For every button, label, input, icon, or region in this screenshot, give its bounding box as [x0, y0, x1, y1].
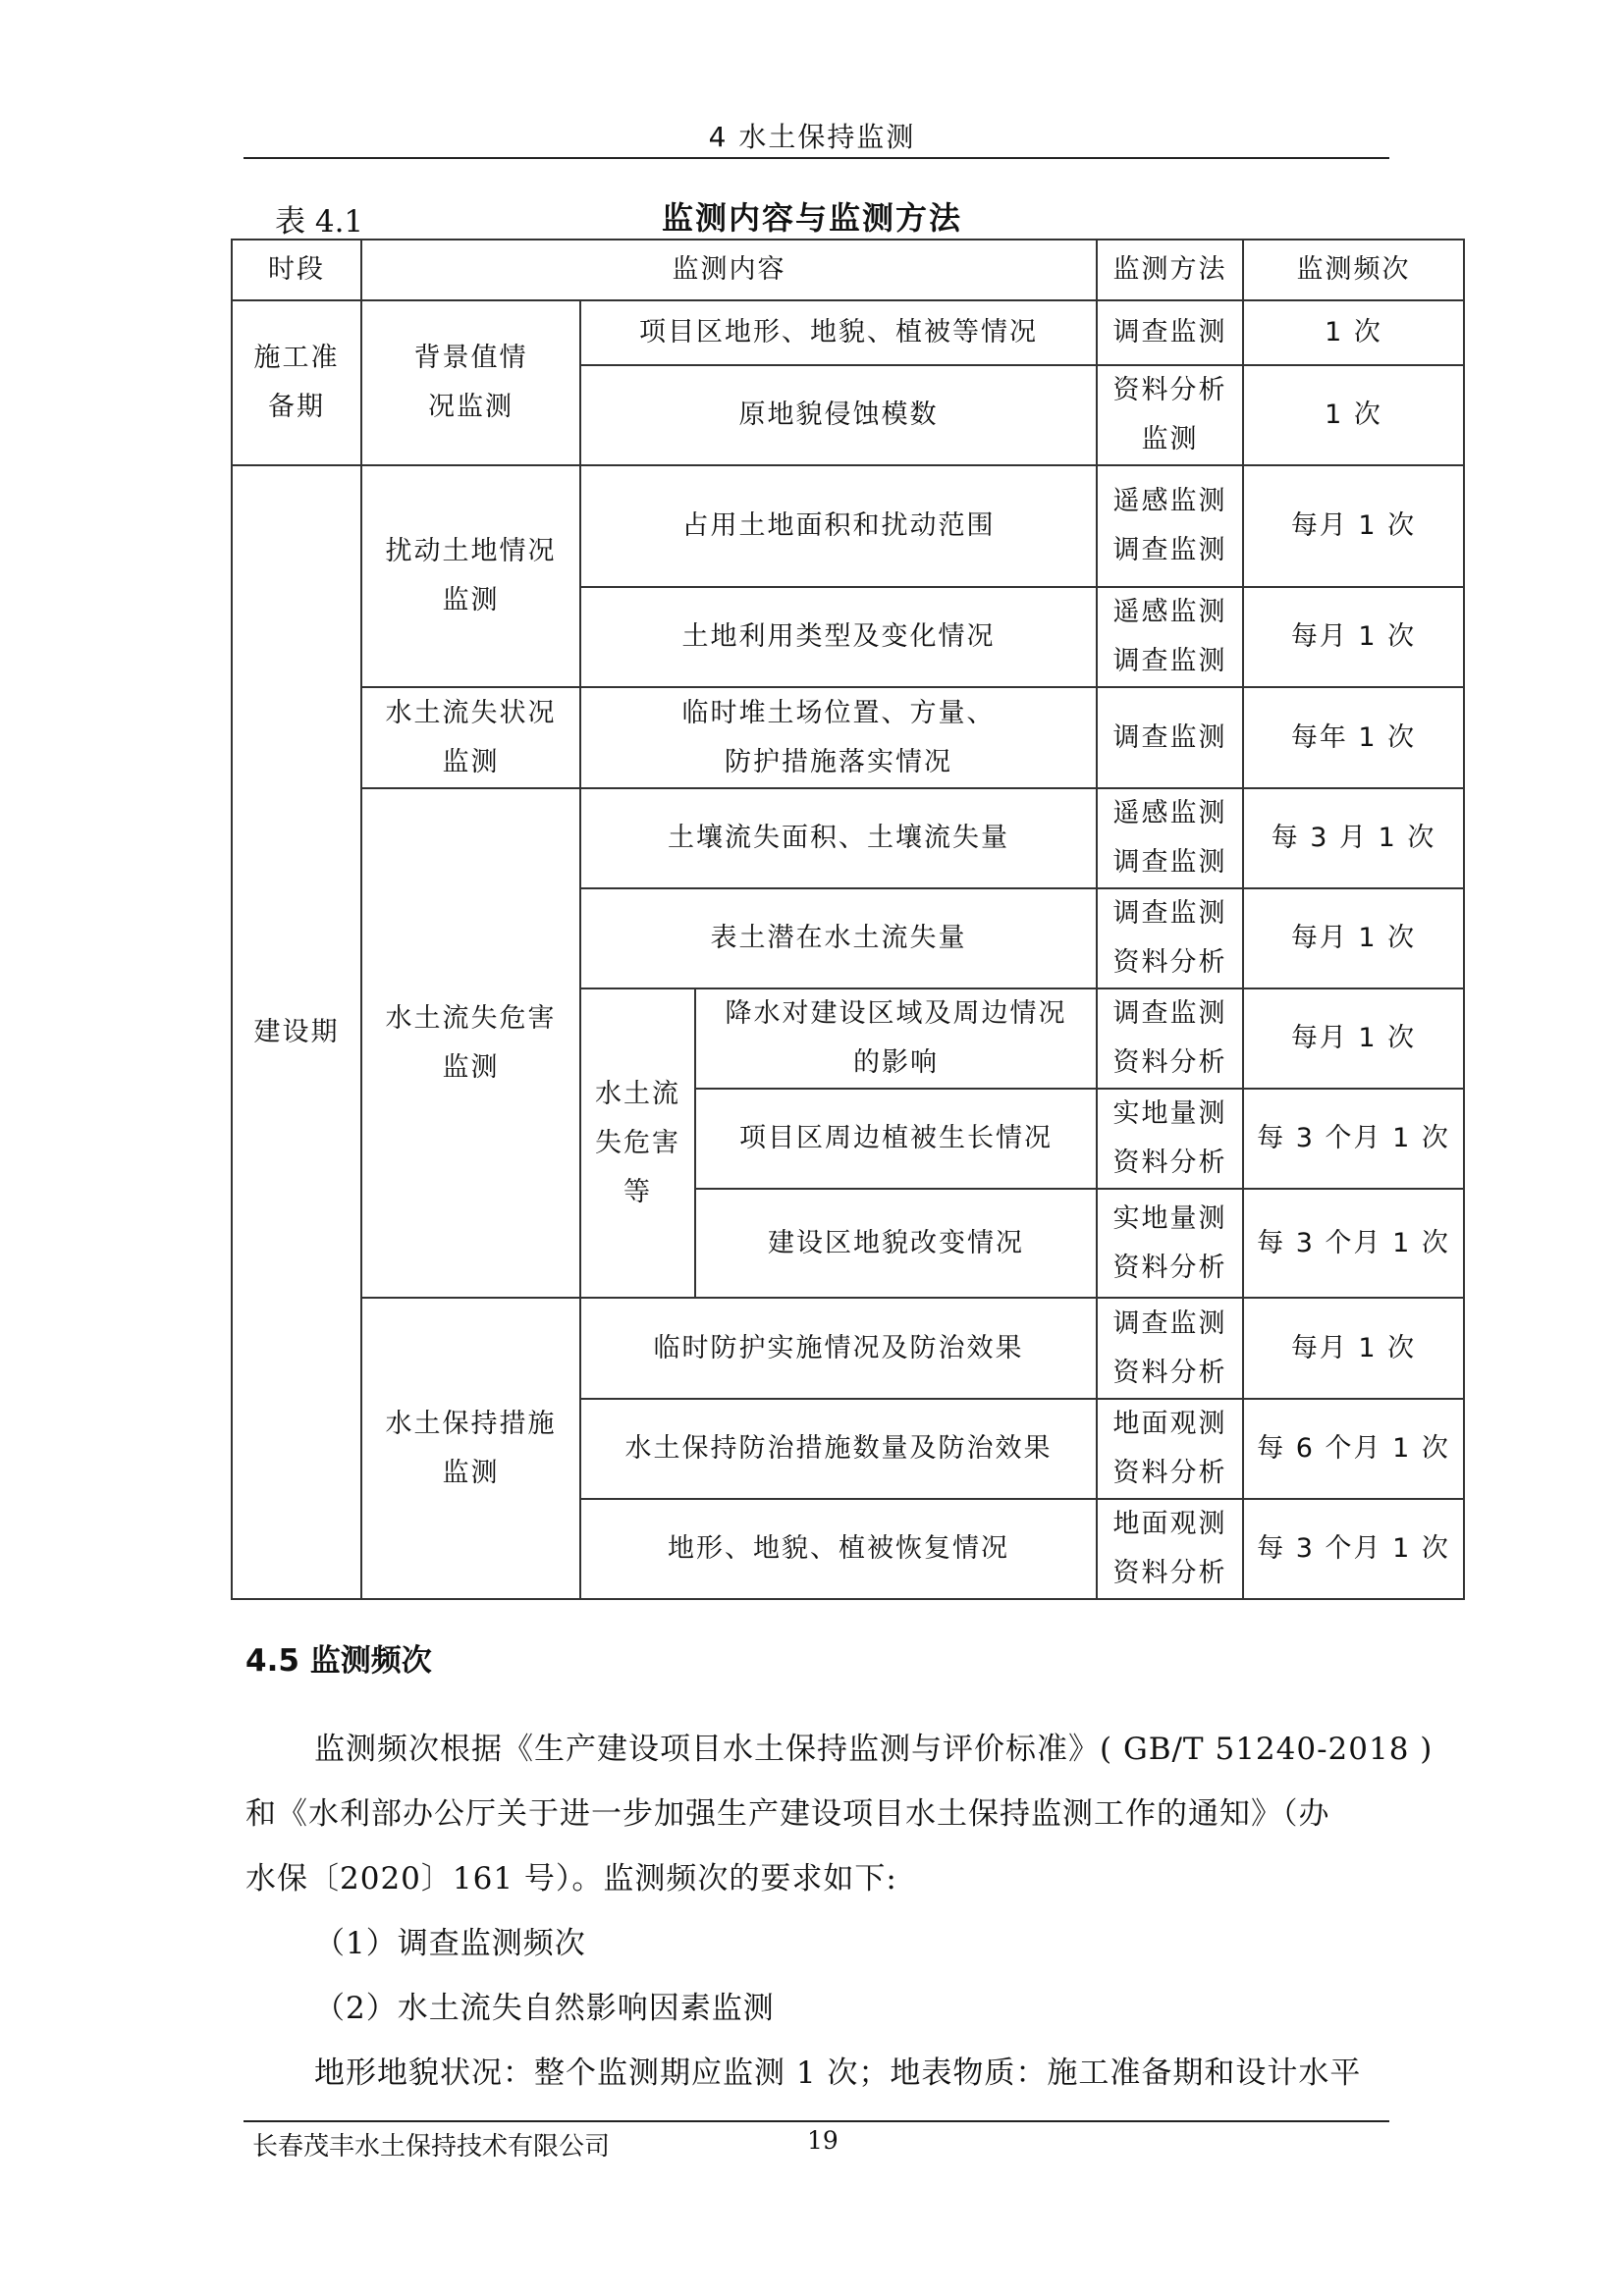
- monitor-method: [1097, 788, 1243, 888]
- monitor-method-line: 资料分析: [1112, 1252, 1227, 1283]
- monitor-frequency: 每年 1 次: [1243, 687, 1464, 788]
- table-header-row: [232, 240, 1464, 300]
- monitor-method-line: 监测: [1141, 424, 1199, 454]
- monitor-item: [695, 1089, 1097, 1189]
- table-row: [232, 1298, 1464, 1399]
- monitor-method: [1097, 888, 1243, 988]
- monitor-item-line: 临时防护实施情况及防治效果: [653, 1332, 1024, 1363]
- monitor-frequency: 每月 1 次: [1243, 1298, 1464, 1399]
- header-method: 监测方法: [1097, 240, 1243, 300]
- table-row: [232, 465, 1464, 587]
- monitor-method-line: 调查监测: [1112, 1308, 1227, 1339]
- monitor-frequency: 每 3 月 1 次: [1243, 788, 1464, 888]
- table-title: 监测内容与监测方法: [661, 199, 962, 237]
- list-item: （2）水土流失自然影响因素监测: [314, 1991, 775, 2026]
- category-disturbance: [361, 465, 580, 687]
- section-heading: 4.5 监测频次: [245, 1643, 432, 1679]
- paragraph-line: 水保〔2020〕161 号）。监测频次的要求如下:: [245, 1861, 897, 1896]
- monitor-frequency: 1 次: [1243, 365, 1464, 465]
- monitor-item: [580, 587, 1097, 687]
- category-disturbance-line: 监测: [442, 585, 500, 615]
- period-prep-line: 备期: [268, 392, 325, 422]
- period-construction: 建设期: [232, 465, 361, 1599]
- monitor-item-line: 项目区周边植被生长情况: [739, 1123, 1053, 1153]
- monitor-method-line: 调查监测: [1112, 847, 1227, 878]
- monitor-method-line: 遥感监测: [1112, 597, 1227, 627]
- category-conservation-measures-line: 监测: [442, 1457, 500, 1488]
- monitor-frequency: 每 3 个月 1 次: [1243, 1189, 1464, 1298]
- subcategory-erosion-hazard-line: 等: [623, 1176, 652, 1207]
- paragraph-line: 和《水利部办公厅关于进一步加强生产建设项目水土保持监测工作的通知》（办: [245, 1796, 1330, 1832]
- subcategory-erosion-hazard-line: 水土流: [595, 1078, 680, 1109]
- monitor-frequency: 每 6 个月 1 次: [1243, 1399, 1464, 1499]
- monitor-item-line: 原地貌侵蚀模数: [738, 400, 939, 430]
- category-conservation-measures: [361, 1298, 580, 1599]
- monitor-method: [1097, 465, 1243, 587]
- category-erosion-status-line: 水土流失状况: [385, 697, 557, 728]
- running-header: 4 水土保持监测: [708, 121, 916, 153]
- monitor-method-line: 资料分析: [1112, 1558, 1227, 1588]
- monitor-method: [1097, 988, 1243, 1089]
- monitor-method: [1097, 587, 1243, 687]
- subcategory-erosion-hazard-line: 失危害: [595, 1127, 680, 1158]
- monitor-method-line: 调查监测: [1112, 317, 1227, 347]
- monitor-item-line: 水土保持防治措施数量及防治效果: [624, 1433, 1053, 1464]
- monitor-method-line: 实地量测: [1112, 1202, 1227, 1234]
- monitor-item: [695, 1189, 1097, 1298]
- monitor-method-line: 资料分析: [1112, 375, 1227, 405]
- monitor-method-line: 资料分析: [1112, 1148, 1227, 1178]
- category-background-line: 况监测: [428, 392, 514, 422]
- subcategory-erosion-hazard: [580, 988, 695, 1298]
- monitor-item: [580, 888, 1097, 988]
- monitor-frequency: 每月 1 次: [1243, 888, 1464, 988]
- category-erosion-hazard-line: 水土流失危害: [385, 1002, 557, 1034]
- monitor-item-line: 土地利用类型及变化情况: [681, 621, 996, 652]
- period-prep-line: 施工准: [253, 343, 340, 373]
- monitor-method: [1097, 687, 1243, 788]
- category-conservation-measures-line: 水土保持措施: [385, 1408, 557, 1439]
- monitor-method: [1097, 1298, 1243, 1399]
- monitor-item-line: 表土潜在水土流失量: [710, 923, 967, 953]
- monitor-item: [695, 988, 1097, 1089]
- monitor-frequency: 每月 1 次: [1243, 587, 1464, 687]
- monitor-method-line: 资料分析: [1112, 947, 1227, 978]
- table-row: [232, 687, 1464, 788]
- monitor-item: [580, 1298, 1097, 1399]
- monitor-frequency: 每月 1 次: [1243, 465, 1464, 587]
- monitor-item-line: 占用土地面积和扰动范围: [681, 510, 996, 541]
- monitor-method-line: 调查监测: [1112, 898, 1227, 929]
- monitor-item-line: 的影响: [853, 1047, 939, 1078]
- header-divider: [244, 157, 1389, 159]
- monitor-frequency: 每 3 个月 1 次: [1243, 1499, 1464, 1599]
- category-background: [361, 300, 580, 465]
- category-erosion-hazard-line: 监测: [442, 1051, 500, 1083]
- category-erosion-hazard: [361, 788, 580, 1298]
- monitor-item: [580, 1399, 1097, 1499]
- monitor-item-line: 防护措施落实情况: [725, 746, 952, 777]
- monitor-item-line: 建设区地貌改变情况: [768, 1227, 1024, 1258]
- monitor-method-line: 遥感监测: [1112, 486, 1227, 516]
- monitor-method-line: 资料分析: [1112, 1458, 1227, 1488]
- monitor-method: [1097, 1189, 1243, 1298]
- monitor-item-line: 降水对建设区域及周边情况: [725, 998, 1067, 1029]
- paragraph-line: 地形地貌状况：整个监测期应监测 1 次；地表物质：施工准备期和设计水平: [314, 2056, 1362, 2091]
- monitor-frequency: 1 次: [1243, 300, 1464, 365]
- monitor-method-line: 调查监测: [1112, 998, 1227, 1029]
- monitor-item-line: 土壤流失面积、土壤流失量: [668, 823, 1009, 853]
- category-disturbance-line: 扰动土地情况: [385, 536, 557, 566]
- monitor-method: [1097, 300, 1243, 365]
- category-erosion-status-line: 监测: [442, 746, 500, 777]
- header-content: 监测内容: [361, 240, 1097, 300]
- table-row: [232, 788, 1464, 888]
- monitor-item: [580, 465, 1097, 587]
- page-number: 19: [807, 2126, 839, 2155]
- footer-company: 长春茂丰水土保持技术有限公司: [252, 2132, 611, 2162]
- monitor-frequency: 每 3 个月 1 次: [1243, 1089, 1464, 1189]
- monitor-method-line: 资料分析: [1112, 1047, 1227, 1078]
- category-erosion-status: [361, 687, 580, 788]
- monitor-item: [580, 365, 1097, 465]
- footer-divider: [244, 2120, 1389, 2122]
- monitor-item-line: 临时堆土场位置、方量、: [681, 697, 996, 728]
- period-prep: [232, 300, 361, 465]
- monitor-item-line: 项目区地形、地貌、植被等情况: [639, 317, 1038, 347]
- monitor-method-line: 资料分析: [1112, 1357, 1227, 1388]
- monitor-method: [1097, 365, 1243, 465]
- monitor-item: [580, 788, 1097, 888]
- monitor-method-line: 地面观测: [1112, 1509, 1227, 1539]
- monitor-item-line: 地形、地貌、植被恢复情况: [668, 1533, 1009, 1564]
- category-background-line: 背景值情: [413, 343, 528, 373]
- table-number: 表 4.1: [275, 204, 364, 240]
- monitor-method: [1097, 1399, 1243, 1499]
- monitor-item: [580, 1499, 1097, 1599]
- monitor-method: [1097, 1089, 1243, 1189]
- paragraph-line: 监测频次根据《生产建设项目水土保持监测与评价标准》( GB/T 51240-2018 ): [314, 1732, 1434, 1767]
- monitor-method-line: 实地量测: [1112, 1098, 1227, 1129]
- monitor-method-line: 调查监测: [1112, 535, 1227, 565]
- list-item: （1）调查监测频次: [314, 1926, 586, 1961]
- header-frequency: 监测频次: [1243, 240, 1464, 300]
- header-period: 时段: [232, 240, 361, 300]
- monitor-frequency: 每月 1 次: [1243, 988, 1464, 1089]
- monitoring-table: [231, 239, 1465, 1600]
- monitor-method-line: 地面观测: [1112, 1409, 1227, 1439]
- monitor-item: [580, 687, 1097, 788]
- monitor-method-line: 遥感监测: [1112, 798, 1227, 828]
- monitor-item: [580, 300, 1097, 365]
- monitor-method-line: 调查监测: [1112, 646, 1227, 676]
- monitor-method-line: 调查监测: [1112, 721, 1227, 753]
- monitor-method: [1097, 1499, 1243, 1599]
- table-row: [232, 300, 1464, 365]
